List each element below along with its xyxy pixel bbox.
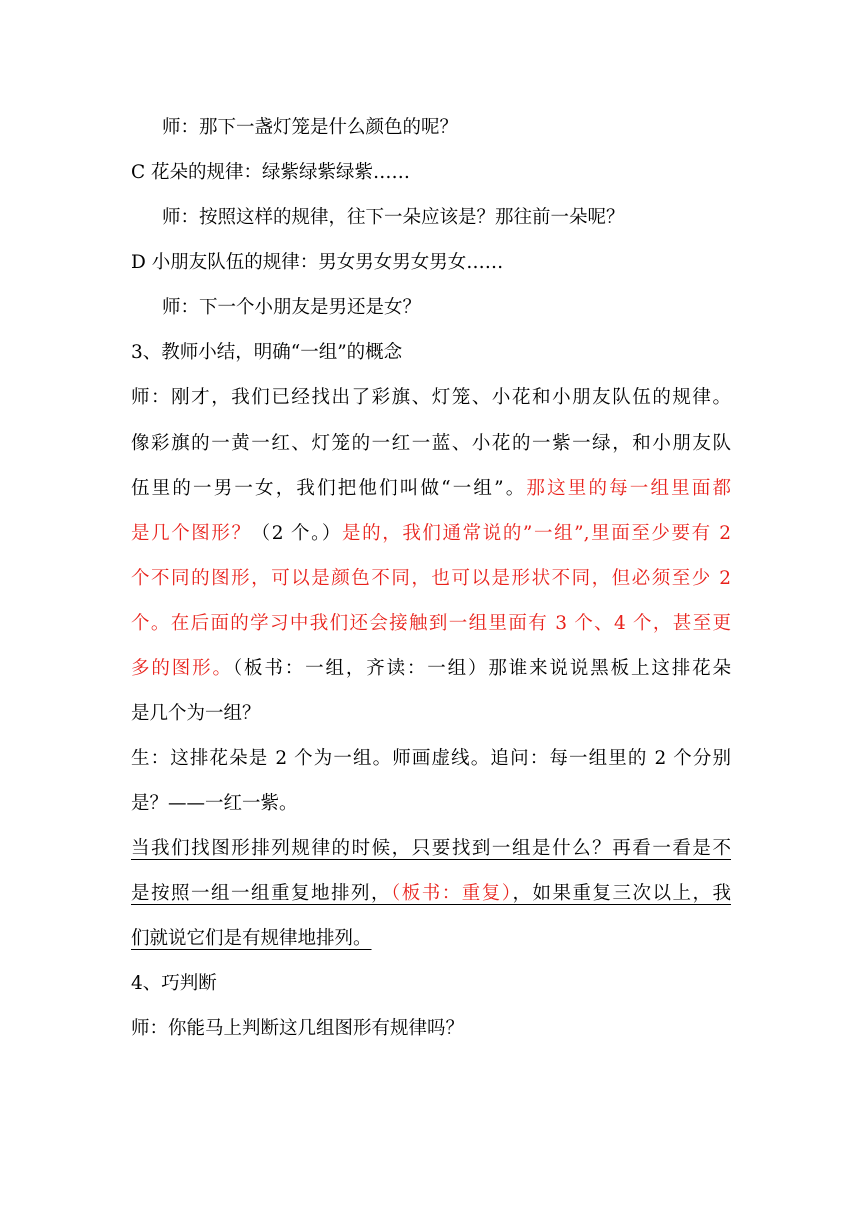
paragraph: 师：你能马上判断这几组图形有规律吗？ xyxy=(131,1018,465,1039)
paragraph xyxy=(131,476,731,502)
paragraph: 像彩旗的一黄一红、灯笼的一红一蓝、小花的一紫一绿，和小朋友队 xyxy=(131,433,731,454)
underlined-line xyxy=(131,926,731,952)
paragraph: 生：这排花朵是 2 个为一组。师画虚线。追问：每一组里的 2 个分别 xyxy=(131,748,731,769)
section-heading: 3、教师小结，明确“一组”的概念 xyxy=(131,342,403,363)
highlight-line: 个不同的图形，可以是颜色不同，也可以是形状不同，但必须至少 2 xyxy=(131,568,731,589)
paragraph xyxy=(131,521,731,547)
paragraph xyxy=(131,656,731,682)
highlight-span: 那这里的每一组里面都 xyxy=(526,478,731,499)
text-span: ，如果重复三次以上，我 xyxy=(512,883,731,904)
text-span: 们就说它们是有规律地排列。 xyxy=(131,928,372,949)
text-span: （2 个。） xyxy=(251,523,343,544)
heading-c: C 花朵的规律：绿紫绿紫绿紫…… xyxy=(131,162,411,183)
highlight-line: 个。在后面的学习中我们还会接触到一组里面有 3 个、4 个，甚至更 xyxy=(131,613,731,634)
paragraph: 师：那下一盏灯笼是什么颜色的呢？ xyxy=(162,117,459,138)
highlight-span: 是的，我们通常说的”一组”,里面至少要有 2 xyxy=(342,523,731,544)
highlight-span: 是几个图形？ xyxy=(131,523,252,544)
text-span: 伍里的一男一女，我们把他们叫做“一组”。 xyxy=(131,478,527,499)
heading-d: D 小朋友队伍的规律：男女男女男女男女…… xyxy=(131,252,504,273)
paragraph: 师：刚才，我们已经找出了彩旗、灯笼、小花和小朋友队伍的规律。 xyxy=(131,387,731,408)
paragraph: 师：下一个小朋友是男还是女？ xyxy=(162,297,422,318)
paragraph: 是几个为一组？ xyxy=(131,703,261,724)
text-span: （板书：一组，齐读：一组）那谁来说说黑板上这排花朵 xyxy=(232,658,731,679)
underlined-line: 当我们找图形排列规律的时候，只要找到一组是什么？再看一看是不 xyxy=(131,838,731,859)
section-heading: 4、巧判断 xyxy=(131,973,217,994)
highlight-span: 多的图形。 xyxy=(131,658,233,679)
text-span: 是按照一组一组重复地排列， xyxy=(131,883,391,904)
board-note-span: （板书：重复） xyxy=(390,883,513,904)
paragraph: 是？——一红一紫。 xyxy=(131,793,298,814)
paragraph: 师：按照这样的规律，往下一朵应该是？那往前一朵呢？ xyxy=(162,207,625,228)
underlined-line xyxy=(131,881,731,907)
